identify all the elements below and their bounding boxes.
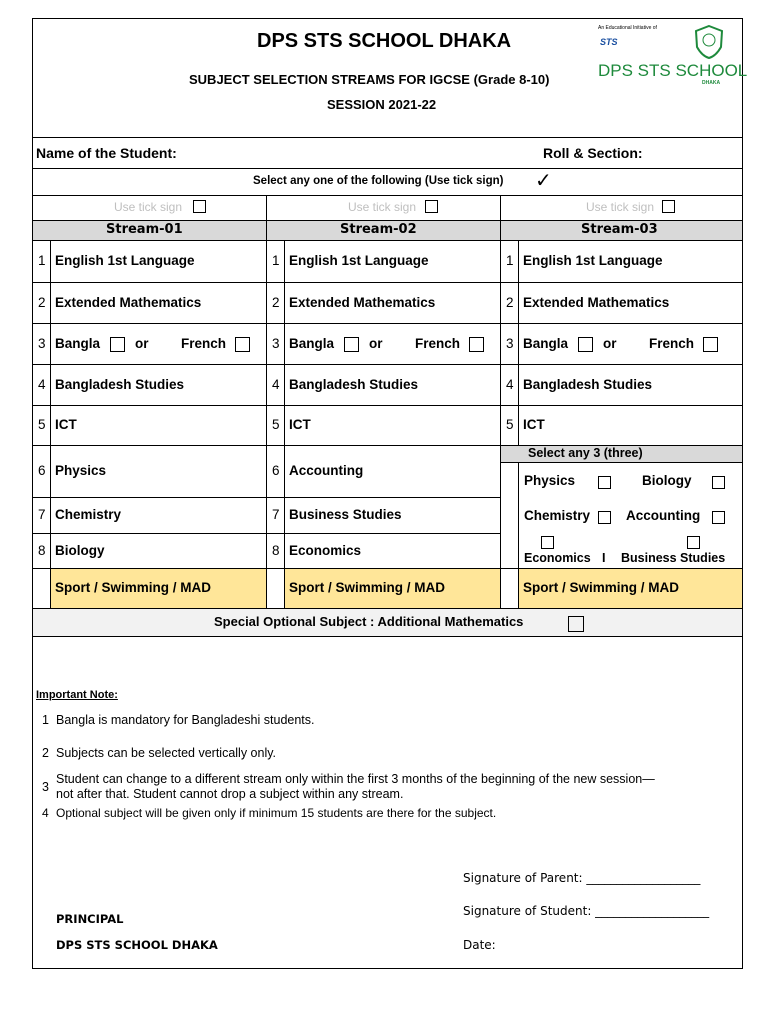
economics-checkbox[interactable] bbox=[541, 536, 554, 549]
subject-name: ICT bbox=[55, 417, 77, 432]
select-three-label: Select any 3 (three) bbox=[528, 446, 643, 460]
chemistry-checkbox[interactable] bbox=[598, 511, 611, 524]
stream-02-header: Stream-02 bbox=[340, 222, 417, 237]
bangla-checkbox[interactable] bbox=[344, 337, 359, 352]
or-label: or bbox=[603, 335, 617, 351]
tick-icon: ✓ bbox=[535, 170, 552, 192]
row-number: 6 bbox=[38, 463, 46, 478]
row-number: 1 bbox=[38, 253, 46, 268]
row-number: 2 bbox=[272, 294, 280, 310]
note-item: Student can change to a different stream only within the first 3 months of the beginning of the new session— bbox=[56, 772, 655, 786]
french-checkbox[interactable] bbox=[235, 337, 250, 352]
row-number: 3 bbox=[38, 335, 46, 351]
elective-physics: Physics bbox=[524, 473, 576, 488]
subject-name: Bangla bbox=[289, 335, 335, 351]
row-number: 3 bbox=[506, 335, 514, 351]
or-label: or bbox=[135, 335, 149, 351]
roll-section-label: Roll & Section: bbox=[543, 145, 643, 161]
sts-logo: STS bbox=[600, 37, 618, 47]
row-number: 6 bbox=[272, 463, 280, 478]
principal-school: DPS STS SCHOOL DHAKA bbox=[56, 938, 218, 952]
note-number: 1 bbox=[42, 713, 49, 727]
bangla-checkbox[interactable] bbox=[110, 337, 125, 352]
sport-swimming-mad: Sport / Swimming / MAD bbox=[289, 580, 446, 595]
row-number: 7 bbox=[272, 507, 280, 522]
special-optional-subject: Special Optional Subject : Additional Mathematics bbox=[214, 614, 524, 629]
row-number: 4 bbox=[272, 376, 280, 392]
subject-name: Chemistry bbox=[55, 507, 122, 522]
row-number: 5 bbox=[506, 417, 514, 432]
note-number: 2 bbox=[42, 746, 49, 760]
row-number: 7 bbox=[38, 507, 46, 522]
student-name-label: Name of the Student: bbox=[36, 145, 177, 161]
french-label: French bbox=[415, 335, 461, 351]
note-item-continued: not after that. Student cannot drop a subject within any stream. bbox=[56, 787, 404, 801]
elective-chemistry: Chemistry bbox=[524, 508, 591, 523]
notes-title: Important Note: bbox=[36, 689, 118, 701]
elective-accounting: Accounting bbox=[626, 508, 701, 523]
row-number: 2 bbox=[38, 294, 46, 310]
row-number: 5 bbox=[38, 417, 46, 432]
subject-name: Physics bbox=[55, 463, 107, 478]
note-number: 3 bbox=[42, 780, 49, 794]
subject-name: Bangladesh Studies bbox=[55, 376, 185, 392]
french-checkbox[interactable] bbox=[703, 337, 718, 352]
subject-name: English 1st Language bbox=[289, 253, 429, 268]
note-item: Bangla is mandatory for Bangladeshi students. bbox=[56, 713, 315, 727]
stream-01-header: Stream-01 bbox=[106, 222, 183, 237]
row-number: 4 bbox=[38, 376, 46, 392]
subject-name: English 1st Language bbox=[55, 253, 195, 268]
subject-name: Extended Mathematics bbox=[55, 294, 202, 310]
sport-swimming-mad: Sport / Swimming / MAD bbox=[523, 580, 680, 595]
stream-02-checkbox[interactable] bbox=[425, 200, 438, 213]
subject-name: Biology bbox=[55, 542, 105, 558]
stream-03-header: Stream-03 bbox=[581, 222, 658, 237]
row-number: 8 bbox=[38, 542, 46, 558]
french-label: French bbox=[181, 335, 227, 351]
elective-economics: Economics bbox=[524, 551, 591, 565]
row-number: 3 bbox=[272, 335, 280, 351]
session: SESSION 2021-22 bbox=[327, 97, 437, 112]
tick-label: Use tick sign bbox=[348, 200, 417, 214]
row-number: 8 bbox=[272, 542, 280, 558]
subject-name: Extended Mathematics bbox=[523, 294, 670, 310]
note-number: 4 bbox=[42, 806, 49, 820]
row-number: 1 bbox=[272, 253, 280, 268]
business-studies-checkbox[interactable] bbox=[687, 536, 700, 549]
bangla-checkbox[interactable] bbox=[578, 337, 593, 352]
row-number: 1 bbox=[506, 253, 514, 268]
separator: I bbox=[602, 551, 606, 565]
student-signature[interactable]: Signature of Student: ___________________ bbox=[463, 904, 710, 918]
tick-label: Use tick sign bbox=[586, 200, 655, 214]
subject-name: ICT bbox=[523, 417, 545, 432]
subject-name: ICT bbox=[289, 417, 311, 432]
physics-checkbox[interactable] bbox=[598, 476, 611, 489]
subject-name: Economics bbox=[289, 542, 362, 558]
tick-label: Use tick sign bbox=[114, 200, 183, 214]
school-title: DPS STS SCHOOL DHAKA bbox=[257, 30, 512, 52]
form-subtitle: SUBJECT SELECTION STREAMS FOR IGCSE (Grade 8-10) bbox=[189, 72, 550, 87]
subject-name: Accounting bbox=[289, 463, 364, 478]
subject-name: Bangladesh Studies bbox=[289, 376, 419, 392]
or-label: or bbox=[369, 335, 383, 351]
school-logo bbox=[598, 25, 748, 86]
stream-01-checkbox[interactable] bbox=[193, 200, 206, 213]
logo-city: DHAKA bbox=[702, 80, 721, 86]
logo-name: DPS STS SCHOOL bbox=[598, 61, 748, 80]
note-item: Optional subject will be given only if minimum 15 students are there for the subject. bbox=[56, 806, 497, 820]
principal-label: PRINCIPAL bbox=[56, 912, 124, 926]
date-field[interactable]: Date: bbox=[463, 938, 496, 952]
sport-swimming-mad: Sport / Swimming / MAD bbox=[55, 580, 212, 595]
french-checkbox[interactable] bbox=[469, 337, 484, 352]
biology-checkbox[interactable] bbox=[712, 476, 725, 489]
logo-initiative: An Educational Initiative of bbox=[598, 25, 657, 31]
french-label: French bbox=[649, 335, 695, 351]
additional-math-checkbox[interactable] bbox=[568, 616, 584, 632]
row-number: 2 bbox=[506, 294, 514, 310]
stream-03-checkbox[interactable] bbox=[662, 200, 675, 213]
parent-signature[interactable]: Signature of Parent: ___________________ bbox=[463, 871, 701, 885]
elective-business-studies: Business Studies bbox=[621, 551, 726, 565]
row-number: 5 bbox=[272, 417, 280, 432]
crest-icon bbox=[694, 25, 724, 59]
accounting-checkbox[interactable] bbox=[712, 511, 725, 524]
row-number: 4 bbox=[506, 376, 514, 392]
note-item: Subjects can be selected vertically only. bbox=[56, 746, 277, 760]
subject-name: Business Studies bbox=[289, 507, 402, 522]
subject-name: Bangla bbox=[55, 335, 101, 351]
subject-name: Bangla bbox=[523, 335, 569, 351]
selection-instruction: Select any one of the following (Use tick sign) bbox=[253, 175, 504, 187]
elective-biology: Biology bbox=[642, 473, 692, 488]
subject-name: Bangladesh Studies bbox=[523, 376, 653, 392]
subject-name: English 1st Language bbox=[523, 253, 663, 268]
subject-name: Extended Mathematics bbox=[289, 294, 436, 310]
